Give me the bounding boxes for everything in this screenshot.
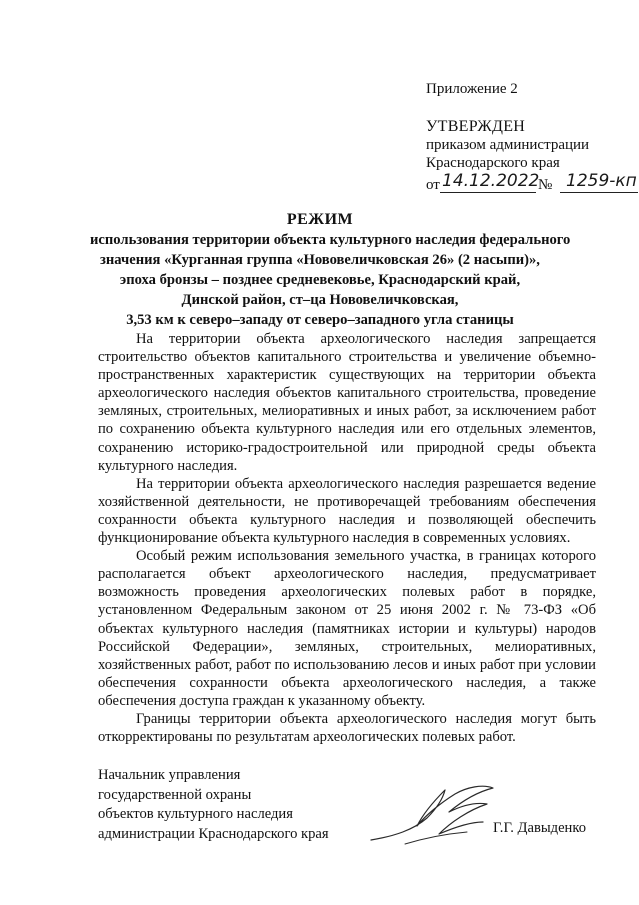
paragraph: На территории объекта археологического наследия разрешается ведение хозяйственной деятельности, не противоречащей требованиям обеспечения сохранности объекта культурного наследия и позволяющей обеспечить функционирование объекта культурного наследия в современных условиях. (98, 475, 596, 547)
date-prefix: от (426, 177, 440, 193)
date-underline (440, 192, 536, 193)
approval-date-line (426, 171, 637, 194)
heading-line: Динской район, ст–ца Нововеличковская, (181, 292, 459, 308)
heading-line: значения «Курганная группа «Нововеличковская 26» (2 насыпи)», (100, 252, 540, 268)
approval-title: УТВЕРЖДЕН (426, 118, 526, 135)
paragraph: На территории объекта археологического наследия запрещается строительство объектов капитального строительства и увеличение объемно-пространственных характеристик существующих на территории объекта археологического наследия объектов капитального строительства, проведение земляных, строительных, мелиоративных и иных работ, за исключением работ по сохранению объекта культурного наследия или его отдельных элементов, сохранению историко-градостроительной или природной среды объекта культурного наследия. (98, 331, 596, 474)
signatory-line: государственной охраны (98, 786, 252, 803)
handwritten-signature (365, 778, 500, 848)
heading-line: использования территории объекта культурного наследия федерального (90, 232, 571, 248)
appendix-label: Приложение 2 (426, 81, 518, 97)
signatory-title-block (98, 766, 329, 844)
handwritten-date: 14.12.2022 (442, 171, 540, 191)
signatory-line: Начальник управления (98, 767, 241, 783)
document-heading (90, 210, 571, 330)
document-body (98, 330, 596, 746)
number-underline (560, 192, 638, 193)
paragraph: Границы территории объекта археологического наследия могут быть откорректированы по результатам археологических полевых работ. (98, 710, 596, 746)
heading-title: РЕЖИМ (286, 211, 354, 228)
handwritten-number: 1259-кп (566, 171, 637, 191)
approval-line-1: приказом администрации (426, 137, 590, 153)
approval-stamp (426, 118, 637, 194)
signatory-line: объектов культурного наследия (98, 806, 293, 822)
approval-line-2: Краснодарского края (426, 155, 560, 171)
signatory-name: Г.Г. Давыденко (493, 820, 587, 836)
paragraph: Особый режим использования земельного участка, в границах которого располагается объект археологического наследия, предусматривает возможность проведения археологических полевых работ в порядке, установленном Федеральным законом от 25 июня 2002 г. № 73-ФЗ «Об объектах культурного наследия (памятниках истории и культуры) народов Российской Федерации», земляных, строительных, мелиоративных, хозяйственных работ, работ по использованию лесов и иных работ при условии обеспечения сохранности объекта археологического наследия, а также обеспечения доступа граждан к указанному объекту. (98, 548, 596, 709)
signatory-line: администрации Краснодарского края (98, 825, 329, 842)
heading-line: эпоха бронзы – позднее средневековье, Краснодарский край, (119, 272, 521, 288)
number-prefix: № (538, 177, 553, 193)
heading-line: 3,53 км к северо–западу от северо–западного угла станицы (126, 312, 514, 328)
